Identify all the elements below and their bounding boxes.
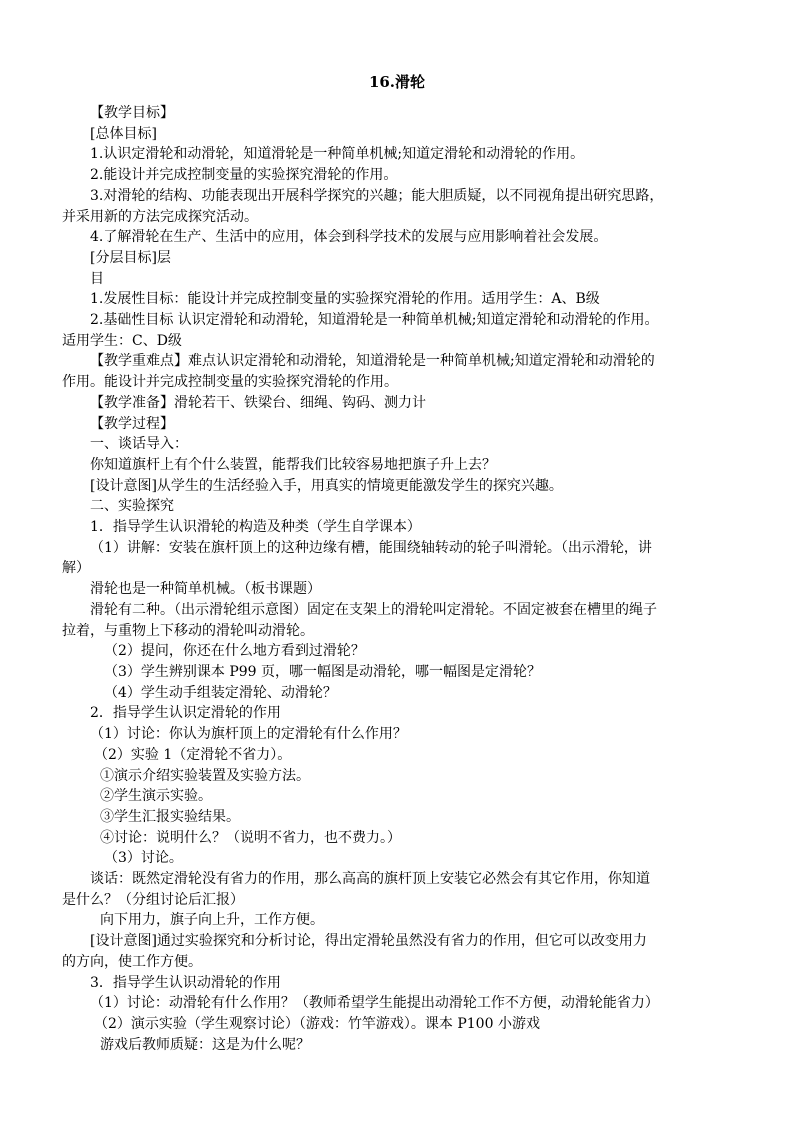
text-line: 适用学生：C、D级 <box>62 332 182 349</box>
text-line: 3．指导学生认识动滑轮的作用 <box>90 974 281 991</box>
text-line: 4.了解滑轮在生产、生活中的应用，体会到科学技术的发展与应用影响着社会发展。 <box>90 229 608 246</box>
page-title: 16.滑轮 <box>368 73 426 91</box>
text-line: 游戏后教师质疑：这是为什么呢？ <box>100 1036 310 1053</box>
text-line: （1）讲解：安装在旗杆顶上的这种边缘有槽，能围绕轴转动的轮子叫滑轮。（出示滑轮，讲 <box>90 539 652 556</box>
text-line: （3）学生辨别课本 P99 页，哪一幅图是动滑轮，哪一幅图是定滑轮？ <box>104 663 542 680</box>
text-line: 并采用新的方法完成探究活动。 <box>62 208 258 225</box>
text-line: 解） <box>62 560 90 577</box>
document-body <box>62 103 752 1055</box>
text-line: [总体目标] <box>90 125 157 142</box>
text-line: 【教学过程】 <box>90 415 174 432</box>
text-line: （4）学生动手组装定滑轮、动滑轮？ <box>104 684 337 701</box>
text-line: 2.基础性目标 认识定滑轮和动滑轮，知道滑轮是一种简单机械;知道定滑轮和动滑轮的作用。 <box>90 312 659 329</box>
text-line: 是什么？（分组讨论后汇报） <box>62 891 244 908</box>
text-line: [设计意图]通过实验探究和分析讨论，得出定滑轮虽然没有省力的作用，但它可以改变用力 <box>90 933 647 950</box>
text-line: 滑轮有二种。（出示滑轮组示意图）固定在支架上的滑轮叫定滑轮。不固定被套在槽里的绳子 <box>90 601 657 618</box>
text-line: 目 <box>90 270 104 287</box>
text-line: 1.发展性目标：能设计并完成控制变量的实验探究滑轮的作用。适用学生：A、B级 <box>90 291 600 308</box>
text-line: [设计意图]从学生的生活经验入手，用真实的情境更能激发学生的探究兴趣。 <box>90 477 563 494</box>
text-line: 【教学重难点】难点认识定滑轮和动滑轮，知道滑轮是一种简单机械;知道定滑轮和动滑轮的 <box>90 353 655 370</box>
text-line: 作用。能设计并完成控制变量的实验探究滑轮的作用。 <box>62 374 398 391</box>
text-line: 的方向，使工作方便。 <box>62 953 202 970</box>
text-line: ②学生演示实验。 <box>100 788 212 805</box>
text-line: 1.认识定滑轮和动滑轮，知道滑轮是一种简单机械;知道定滑轮和动滑轮的作用。 <box>90 146 585 163</box>
text-line: 1．指导学生认识滑轮的构造及种类（学生自学课本） <box>90 519 421 536</box>
text-line: （2）提问，你还在什么地方看到过滑轮？ <box>104 643 365 660</box>
text-line: ③学生汇报实验结果。 <box>100 808 240 825</box>
text-line: （1）讨论：动滑轮有什么作用？（教师希望学生能提出动滑轮工作不方便，动滑轮能省力） <box>90 995 659 1012</box>
text-line: 二、实验探究 <box>90 498 174 515</box>
text-line: [分层目标]层 <box>90 249 171 266</box>
text-line: 向下用力，旗子向上升，工作方便。 <box>100 912 324 929</box>
text-line: （1）讨论：你认为旗杆顶上的定滑轮有什么作用？ <box>90 726 407 743</box>
text-line: （2）演示实验（学生观察讨论）（游戏：竹竿游戏）。课本 P100 小游戏 <box>94 1015 540 1032</box>
text-line: 谈话：既然定滑轮没有省力的作用，那么高高的旗杆顶上安装它必然会有其它作用，你知道 <box>90 871 650 888</box>
text-line: ④讨论：说明什么？（说明不省力，也不费力。） <box>100 829 401 846</box>
text-line: 3.对滑轮的结构、功能表现出开展科学探究的兴趣；能大胆质疑，以不同视角提出研究思路， <box>90 187 664 204</box>
text-line: 你知道旗杆上有个什么装置，能帮我们比较容易地把旗子升上去？ <box>90 456 496 473</box>
text-line: 拉着，与重物上下移动的滑轮叫动滑轮。 <box>62 622 314 639</box>
text-line: 【教学准备】滑轮若干、铁梁台、细绳、钩码、测力计 <box>90 394 426 411</box>
text-line: 2.能设计并完成控制变量的实验探究滑轮的作用。 <box>90 167 398 184</box>
text-line: 【教学目标】 <box>90 105 174 121</box>
text-line: 2．指导学生认识定滑轮的作用 <box>90 705 281 722</box>
text-line: 一、谈话导入： <box>90 436 188 453</box>
text-line: 滑轮也是一种简单机械。（板书课题） <box>90 581 321 598</box>
text-line: （3）讨论。 <box>104 850 183 867</box>
text-line: ①演示介绍实验装置及实验方法。 <box>100 767 310 784</box>
text-line: （2）实验 1（定滑轮不省力）。 <box>94 746 292 763</box>
